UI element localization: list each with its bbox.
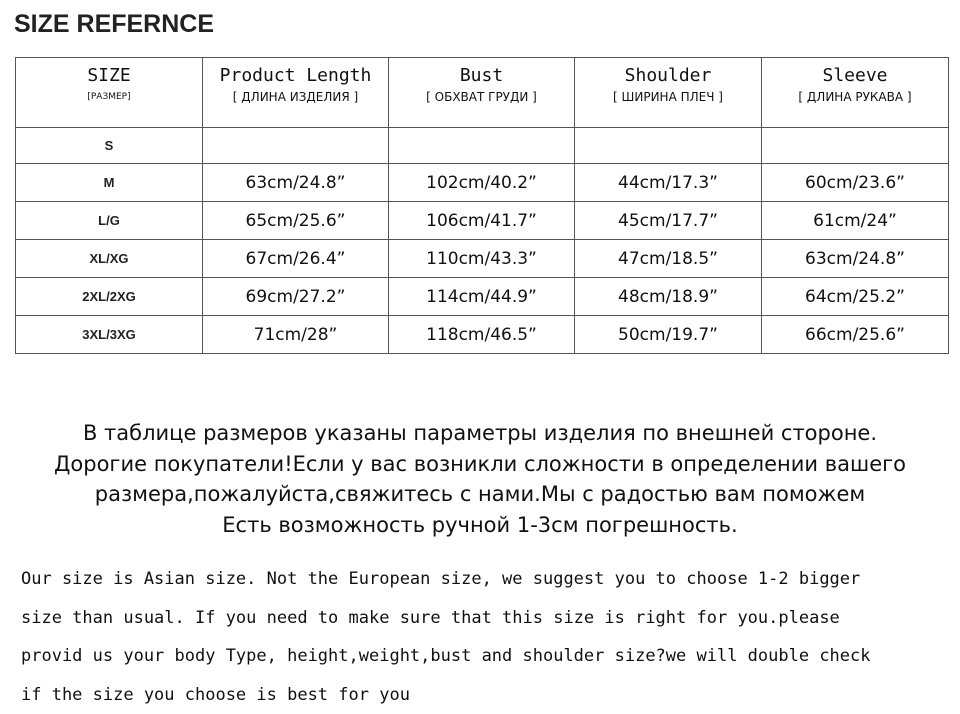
header-label: Bust xyxy=(389,65,574,86)
length-cell: 71cm/28” xyxy=(203,316,389,354)
russian-note-line: Есть возможность ручной 1-3см погрешность. xyxy=(0,510,960,541)
length-cell: 67cm/26.4” xyxy=(203,240,389,278)
bust-cell xyxy=(389,128,575,164)
length-cell: 63cm/24.8” xyxy=(203,164,389,202)
sleeve-cell: 63cm/24.8” xyxy=(762,240,949,278)
header-sublabel: [ ОБХВАТ ГРУДИ ] xyxy=(389,90,574,104)
sleeve-cell xyxy=(762,128,949,164)
sleeve-cell: 66cm/25.6” xyxy=(762,316,949,354)
length-cell: 69cm/27.2” xyxy=(203,278,389,316)
header-bust xyxy=(389,58,575,128)
sleeve-cell: 64cm/25.2” xyxy=(762,278,949,316)
header-label: Shoulder xyxy=(575,65,761,86)
bust-cell: 110cm/43.3” xyxy=(389,240,575,278)
size-cell: XL/XG xyxy=(16,240,203,278)
header-label: Sleeve xyxy=(762,65,948,86)
header-sublabel: [РАЗМЕР] xyxy=(16,92,202,102)
length-cell xyxy=(203,128,389,164)
shoulder-cell: 50cm/19.7” xyxy=(575,316,762,354)
table-row xyxy=(16,202,949,240)
table-row xyxy=(16,316,949,354)
russian-note-line: В таблице размеров указаны параметры изделия по внешней стороне. xyxy=(0,418,960,449)
english-note-line: provid us your body Type, height,weight,bust and shoulder size?we will double check xyxy=(21,637,951,676)
header-sublabel: [ ДЛИНА РУКАВА ] xyxy=(762,90,948,104)
bust-cell: 118cm/46.5” xyxy=(389,316,575,354)
shoulder-cell: 48cm/18.9” xyxy=(575,278,762,316)
header-sleeve xyxy=(762,58,949,128)
table-row xyxy=(16,240,949,278)
table-header-row xyxy=(16,58,949,128)
bust-cell: 106cm/41.7” xyxy=(389,202,575,240)
size-table xyxy=(15,57,949,354)
length-cell: 65cm/25.6” xyxy=(203,202,389,240)
size-cell: L/G xyxy=(16,202,203,240)
shoulder-cell xyxy=(575,128,762,164)
header-size xyxy=(16,58,203,128)
russian-note xyxy=(0,418,960,540)
header-sublabel: [ ДЛИНА ИЗДЕЛИЯ ] xyxy=(203,90,388,104)
shoulder-cell: 45cm/17.7” xyxy=(575,202,762,240)
english-note xyxy=(21,560,951,714)
shoulder-cell: 47cm/18.5” xyxy=(575,240,762,278)
english-note-line: if the size you choose is best for you xyxy=(21,676,951,714)
sleeve-cell: 61cm/24” xyxy=(762,202,949,240)
russian-note-line: Дорогие покупатели!Если у вас возникли сложности в определении вашего xyxy=(0,449,960,480)
bust-cell: 102cm/40.2” xyxy=(389,164,575,202)
size-cell: 2XL/2XG xyxy=(16,278,203,316)
shoulder-cell: 44cm/17.3” xyxy=(575,164,762,202)
size-cell: M xyxy=(16,164,203,202)
page-title: SIZE REFERNCE xyxy=(14,10,214,39)
english-note-line: Our size is Asian size. Not the European size, we suggest you to choose 1-2 bigger xyxy=(21,560,951,599)
size-cell: S xyxy=(16,128,203,164)
table-row xyxy=(16,164,949,202)
header-product-length xyxy=(203,58,389,128)
bust-cell: 114cm/44.9” xyxy=(389,278,575,316)
sleeve-cell: 60cm/23.6” xyxy=(762,164,949,202)
english-note-line: size than usual. If you need to make sure that this size is right for you.please xyxy=(21,599,951,638)
table-row xyxy=(16,128,949,164)
russian-note-line: размера,пожалуйста,свяжитесь с нами.Мы с радостью вам поможем xyxy=(0,479,960,510)
table-row xyxy=(16,278,949,316)
header-label: SIZE xyxy=(16,65,202,86)
size-cell: 3XL/3XG xyxy=(16,316,203,354)
header-label: Product Length xyxy=(203,65,388,86)
header-sublabel: [ ШИРИНА ПЛЕЧ ] xyxy=(575,90,761,104)
header-shoulder xyxy=(575,58,762,128)
